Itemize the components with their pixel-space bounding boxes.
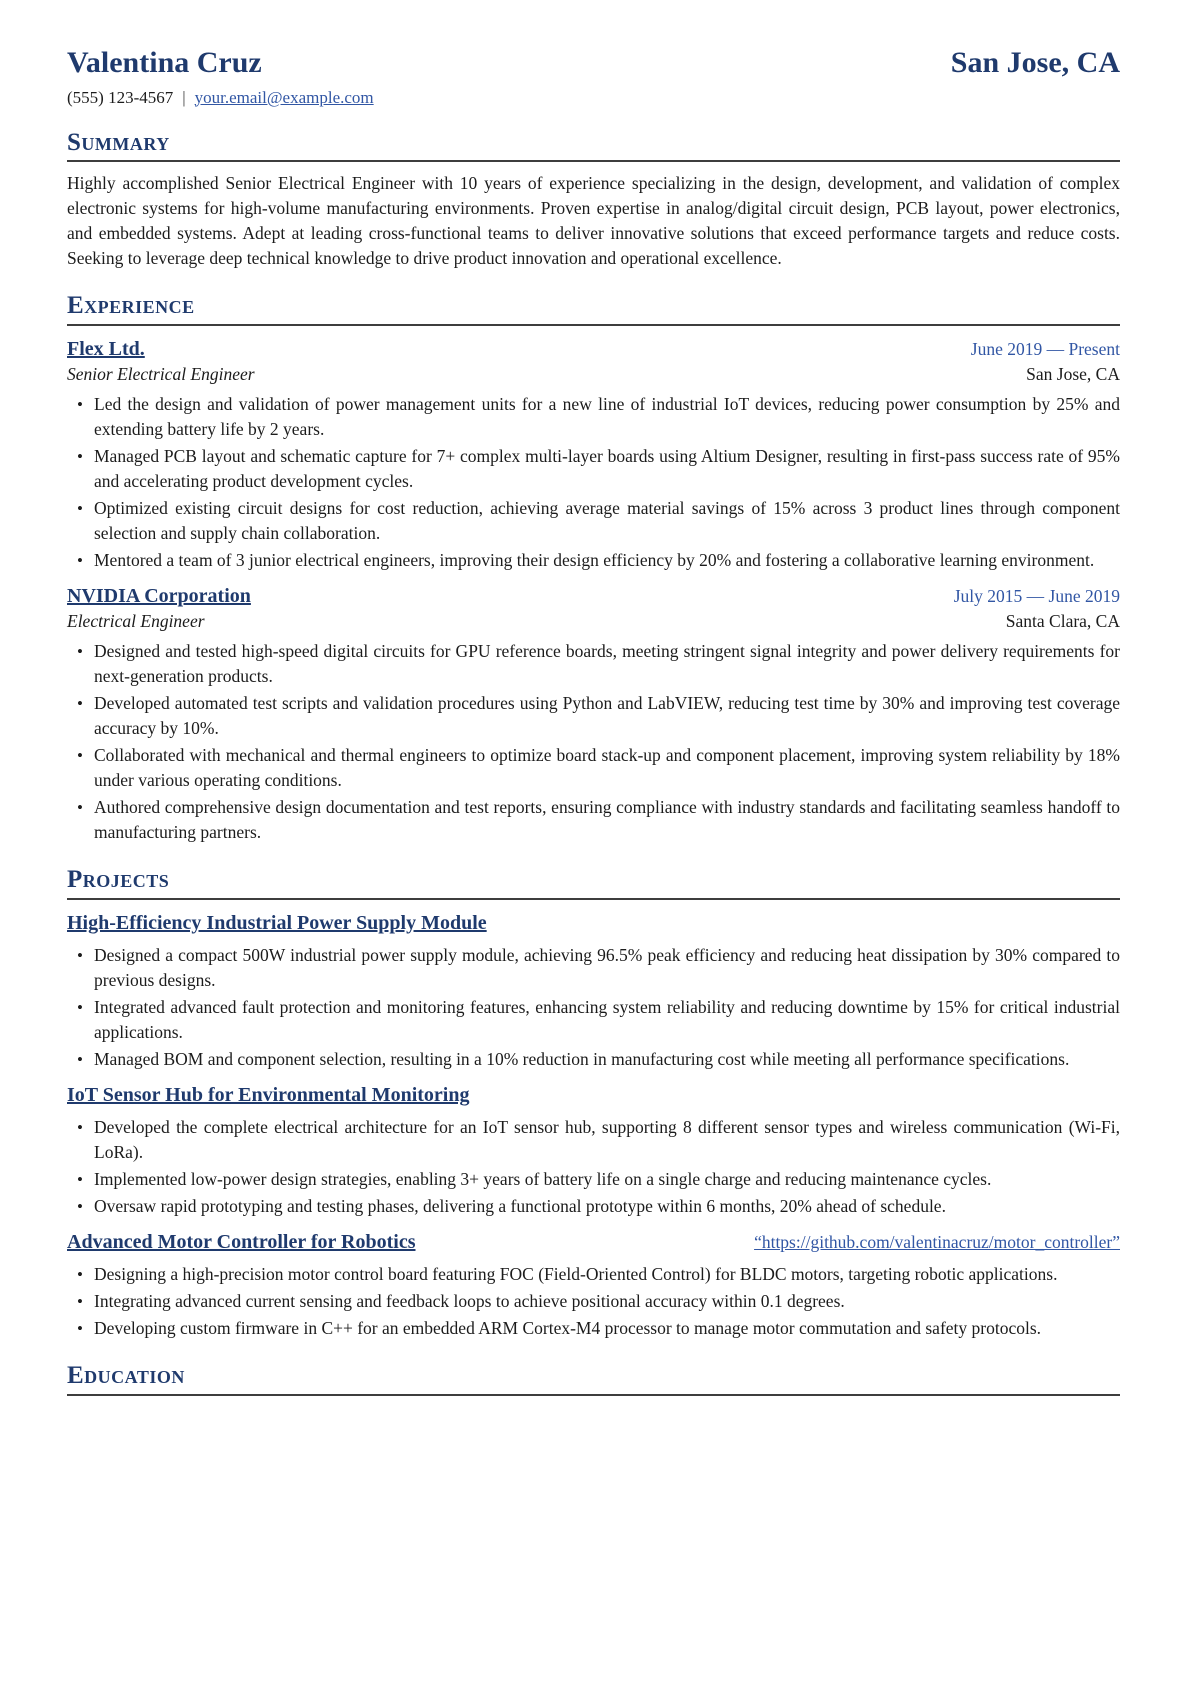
- project-entry: [67, 1230, 1120, 1341]
- bullet-list: [67, 1262, 1120, 1341]
- bullet-item: • Designing a high-precision motor control board featuring FOC (Field-Oriented Control) for BLDC motors, targeting robotic applications.: [94, 1262, 1120, 1287]
- bullet-item: • Designed and tested high-speed digital circuits for GPU reference boards, meeting stringent signal integrity and power delivery requirements for next-generation products.: [94, 639, 1120, 689]
- project-url-link[interactable]: “https://github.com/valentinacruz/motor_controller”: [754, 1231, 1120, 1252]
- bullet-item: • Managed PCB layout and schematic capture for 7+ complex multi-layer boards using Altium Designer, resulting in first-pass success rate of 95% and accelerating product development cycles.: [94, 444, 1120, 494]
- section-rule: [67, 1394, 1120, 1396]
- job-title: Electrical Engineer: [67, 611, 205, 631]
- section-rule: [67, 160, 1120, 162]
- bullet-item: • Developed the complete electrical architecture for an IoT sensor hub, supporting 8 different sensor types and wireless communication (Wi-Fi, LoRa).: [94, 1115, 1120, 1165]
- candidate-name: Valentina Cruz: [67, 46, 262, 79]
- education-heading: Education: [67, 1361, 185, 1389]
- bullet-list: [67, 943, 1120, 1072]
- summary-text: Highly accomplished Senior Electrical Engineer with 10 years of experience specializing in the design, development, and validation of complex electronic systems for high-volume manufacturing environments. Proven expertise in analog/digital circuit design, PCB layout, power electronics, and embedded systems. Adept at leading cross-functional teams to deliver innovative solutions that exceed performance targets and reduce costs. Seeking to leverage deep technical knowledge to drive product innovation and operational excellence.: [67, 173, 1120, 269]
- bullet-item: • Collaborated with mechanical and thermal engineers to optimize board stack-up and component placement, improving system reliability by 18% under various operating conditions.: [94, 743, 1120, 793]
- bullet-list: [67, 392, 1120, 573]
- section-education: [67, 1362, 1120, 1396]
- job-dates: June 2019 — Present: [970, 339, 1120, 359]
- bullet-item: • Authored comprehensive design documentation and test reports, ensuring compliance with industry standards and facilitating seamless handoff to manufacturing partners.: [94, 795, 1120, 845]
- bullet-item: • Mentored a team of 3 junior electrical engineers, improving their design efficiency by 20% and fostering a collaborative learning environment.: [94, 548, 1120, 573]
- section-experience: [67, 292, 1120, 845]
- projects-heading: Projects: [67, 866, 170, 893]
- header-location: San Jose, CA: [950, 46, 1120, 79]
- bullet-item: • Led the design and validation of power management units for a new line of industrial IoT devices, reducing power consumption by 25% and extending battery life by 2 years.: [94, 392, 1120, 442]
- section-rule: [67, 898, 1120, 900]
- project-entry: [67, 1083, 1120, 1219]
- project-title-link[interactable]: Advanced Motor Controller for Robotics: [67, 1230, 416, 1253]
- bullet-item: • Managed BOM and component selection, resulting in a 10% reduction in manufacturing cost while meeting all performance specifications.: [94, 1047, 1120, 1072]
- company-link[interactable]: NVIDIA Corporation: [67, 585, 251, 607]
- bullet-list: [67, 639, 1120, 845]
- summary-heading: Summary: [67, 128, 170, 156]
- section-rule: [67, 324, 1120, 326]
- contact-line: [67, 88, 1120, 108]
- phone-number: (555) 123-4567: [67, 87, 174, 107]
- resume-header: [67, 46, 1120, 108]
- experience-heading: Experience: [67, 292, 195, 320]
- section-summary: [67, 129, 1120, 272]
- jobs-container: [67, 337, 1120, 845]
- job-location: San Jose, CA: [1026, 364, 1120, 384]
- project-entry: [67, 911, 1120, 1072]
- bullet-item: • Integrating advanced current sensing and feedback loops to achieve positional accuracy within 0.1 degrees.: [94, 1289, 1120, 1314]
- project-title-link[interactable]: IoT Sensor Hub for Environmental Monitoring: [67, 1083, 470, 1106]
- job-dates: July 2015 — June 2019: [953, 586, 1120, 606]
- job-entry: [67, 337, 1120, 573]
- projects-container: [67, 911, 1120, 1341]
- company-link[interactable]: Flex Ltd.: [67, 338, 145, 360]
- bullet-item: • Implemented low-power design strategies, enabling 3+ years of battery life on a single charge and reducing maintenance cycles.: [94, 1167, 1120, 1192]
- bullet-list: [67, 1115, 1120, 1219]
- section-projects: [67, 866, 1120, 1341]
- contact-separator: |: [182, 87, 186, 107]
- bullet-item: • Designed a compact 500W industrial power supply module, achieving 96.5% peak efficiency and reducing heat dissipation by 30% compared to previous designs.: [94, 943, 1120, 993]
- bullet-item: • Oversaw rapid prototyping and testing phases, delivering a functional prototype within 6 months, 20% ahead of schedule.: [94, 1194, 1120, 1219]
- email-link[interactable]: your.email@example.com: [194, 87, 374, 107]
- bullet-item: • Developed automated test scripts and validation procedures using Python and LabVIEW, reducing test time by 30% and improving test coverage accuracy by 10%.: [94, 691, 1120, 741]
- bullet-item: • Integrated advanced fault protection and monitoring features, enhancing system reliability and reducing downtime by 15% for critical industrial applications.: [94, 995, 1120, 1045]
- job-entry: [67, 584, 1120, 845]
- bullet-item: • Optimized existing circuit designs for cost reduction, achieving average material savings of 15% across 3 product lines through component selection and supply chain collaboration.: [94, 496, 1120, 546]
- project-title-link[interactable]: High-Efficiency Industrial Power Supply Module: [67, 911, 487, 934]
- job-title: Senior Electrical Engineer: [67, 364, 255, 384]
- bullet-item: • Developing custom firmware in C++ for an embedded ARM Cortex-M4 processor to manage motor commutation and safety protocols.: [94, 1316, 1120, 1341]
- job-location: Santa Clara, CA: [1005, 611, 1120, 631]
